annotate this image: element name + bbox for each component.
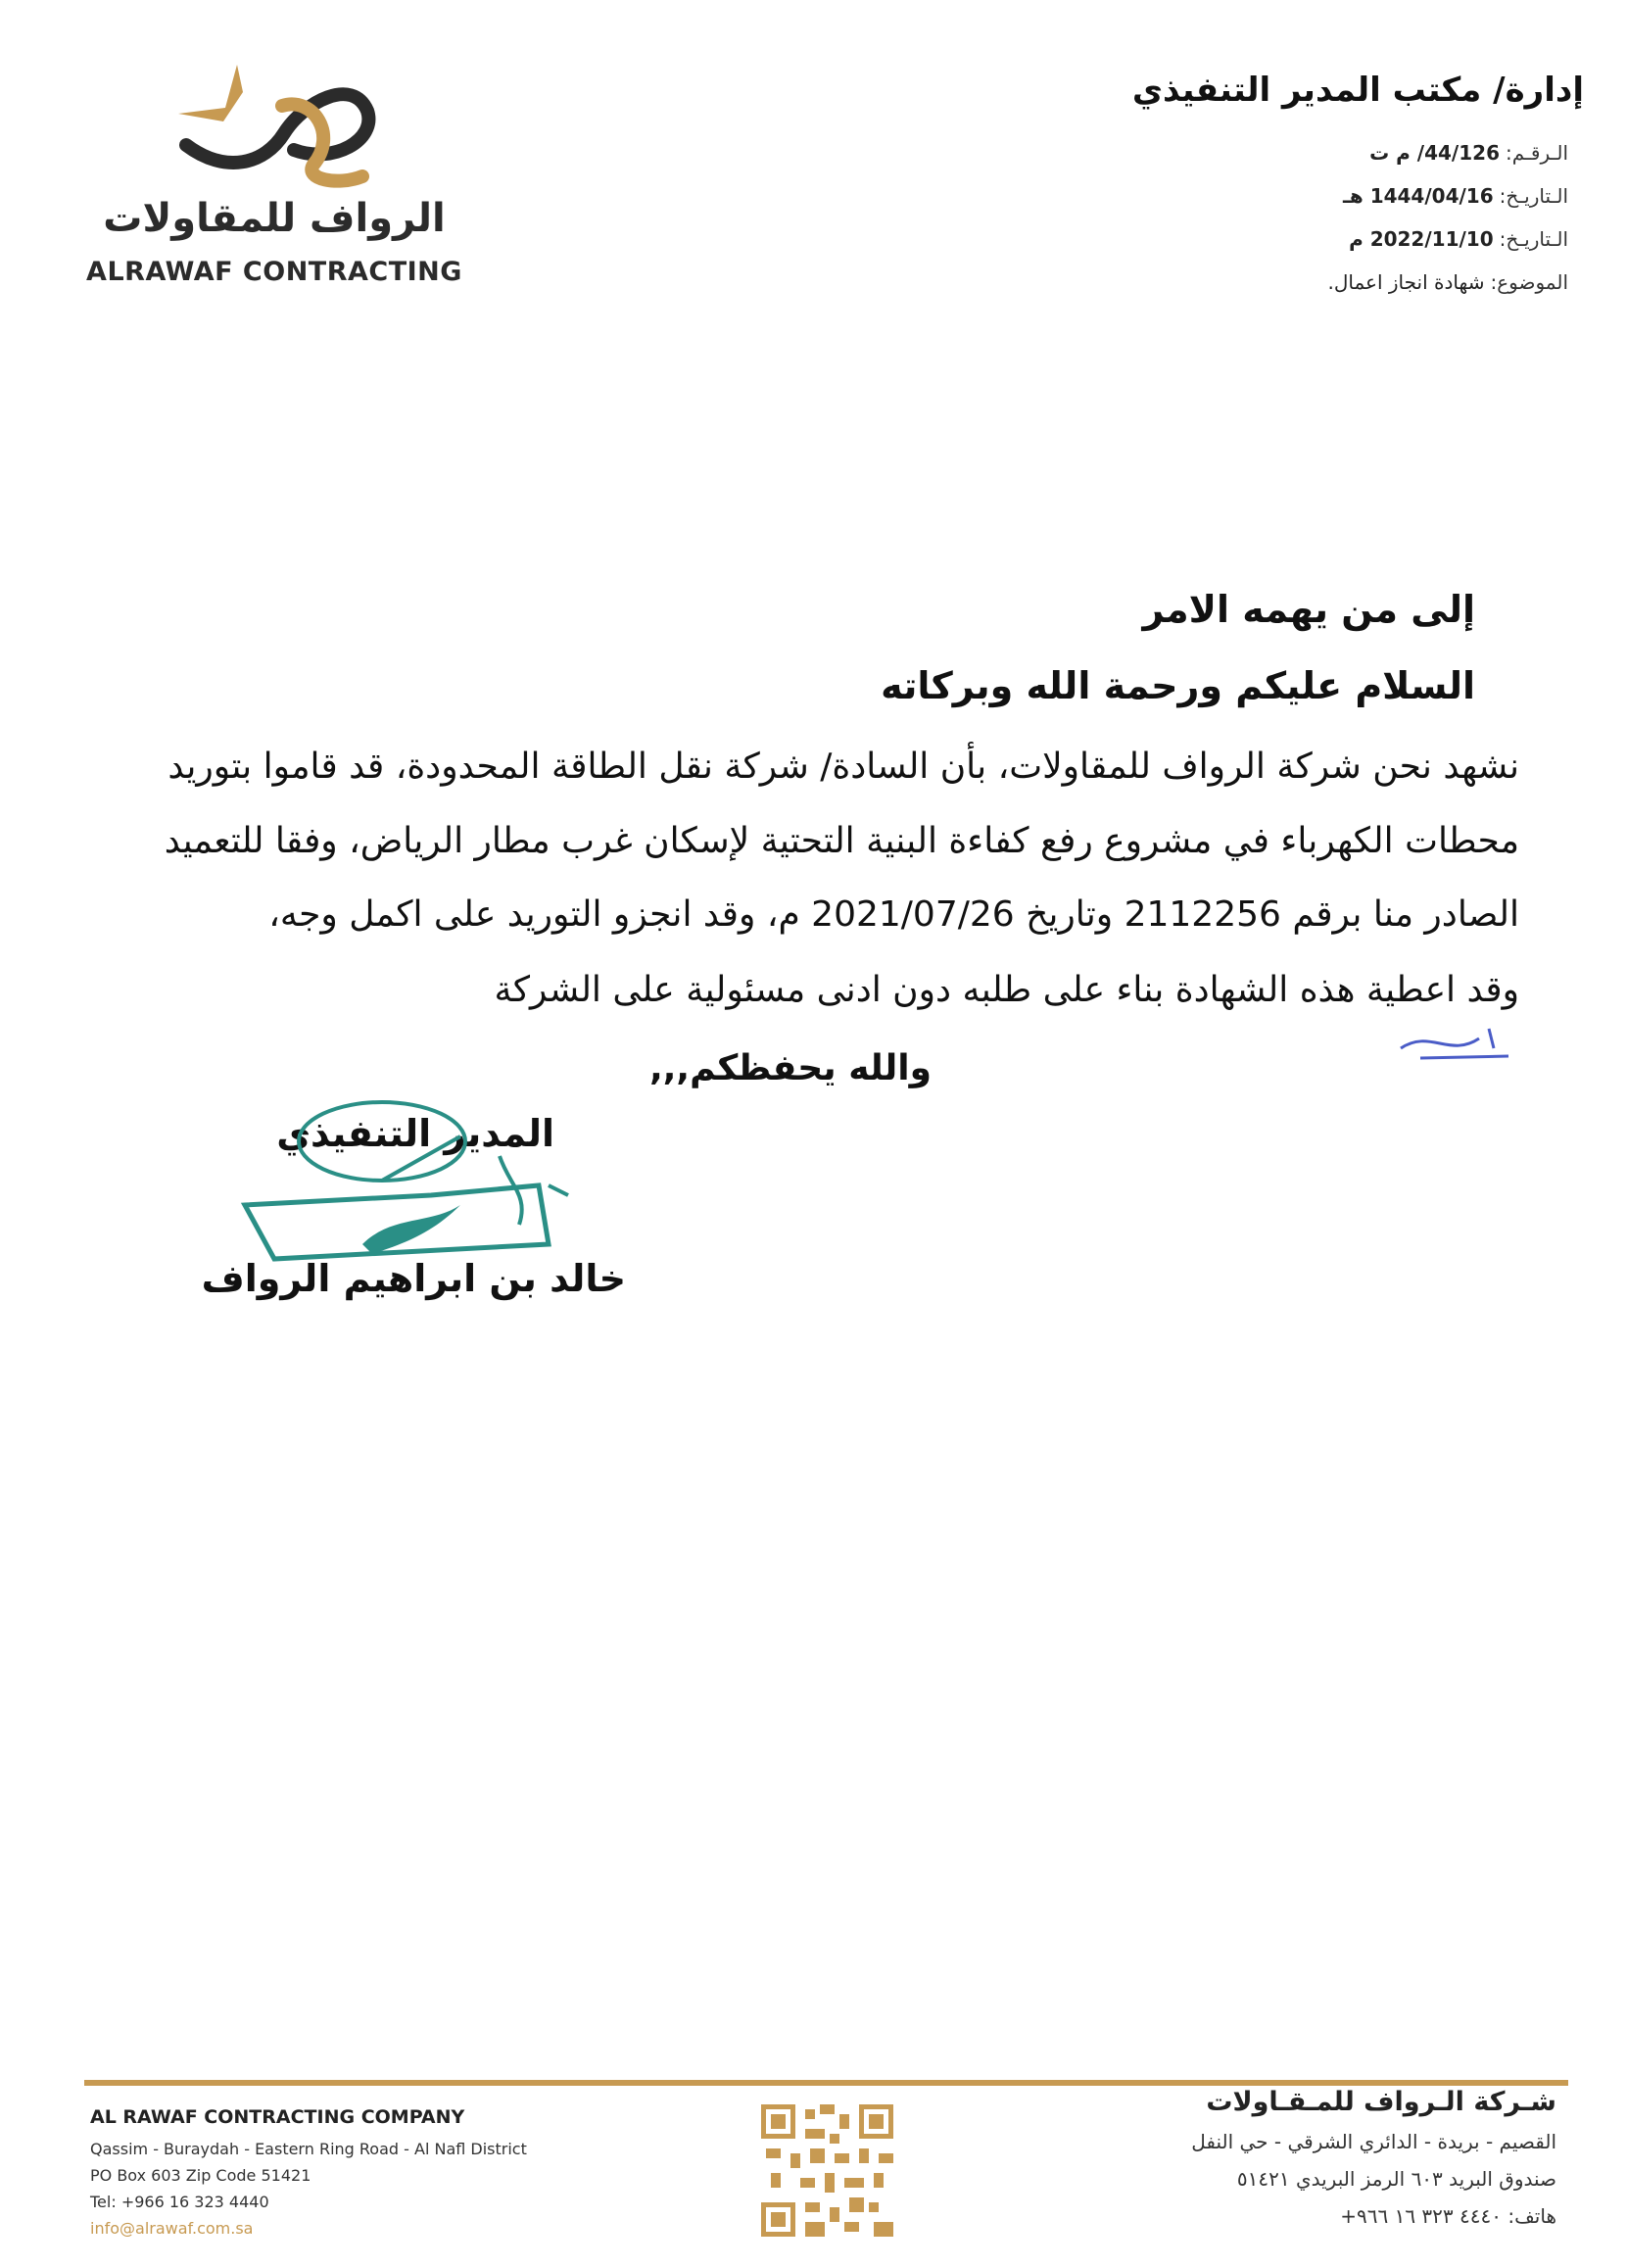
paragraph-line: الصادر منا برقم 2112256 وتاريخ 2021/07/26 م، وقد انجزو التوريد على اكمل وجه، [268, 894, 1519, 935]
footer-address-english: Qassim - Buraydah - Eastern Ring Road - Al Nafl District [90, 2140, 527, 2158]
footer-address-arabic: القصيم - بريدة - الدائري الشرقي - حي النفل [1191, 2130, 1556, 2153]
footer-phone-arabic: هاتف: ٤٤٤٠ ٣٢٣ ١٦ ٩٦٦+ [1340, 2204, 1556, 2228]
reference-number-row [1369, 141, 1568, 165]
reference-label: الـرقـم: [1505, 141, 1568, 165]
signatory-title: المدير التنفيذي [276, 1112, 554, 1155]
footer-divider [84, 2080, 1568, 2086]
subject-value: شهادة انجاز اعمال. [1327, 270, 1485, 294]
hijri-date-row [1343, 184, 1568, 208]
paragraph-line: وقد اعطية هذه الشهادة بناء على طلبه دون ادنى مسئولية على الشركة [494, 970, 1519, 1010]
department-line [1132, 71, 1584, 110]
signatory-name: خالد بن ابراهيم الرواف [201, 1257, 626, 1300]
gregorian-date-label: الـتاريـخ: [1499, 227, 1568, 251]
greeting: السلام عليكم ورحمة الله وبركاته [881, 664, 1475, 707]
footer-phone-english: Tel: +966 16 323 4440 [90, 2193, 269, 2211]
hijri-date-value: 1444/04/16 هـ [1343, 184, 1494, 208]
closing-line: والله يحفظكم,,, [649, 1048, 932, 1088]
subject-label: الموضوع: [1490, 270, 1568, 294]
footer-pobox-arabic: صندوق البريد ٦٠٣ الرمز البريدي ٥١٤٢١ [1236, 2167, 1556, 2191]
footer-contact-english [90, 2106, 599, 2242]
initials-mark [1391, 1019, 1528, 1068]
logo-name-english: ALRAWAF CONTRACTING [86, 257, 462, 287]
logo-name-arabic: الرواف للمقاولات [103, 196, 446, 241]
footer-contact-arabic [1047, 2087, 1556, 2235]
paragraph-line: نشهد نحن شركة الرواف للمقاولات، بأن السادة/ شركة نقل الطاقة المحدودة، قد قاموا بتوريد [167, 747, 1519, 787]
department-label: إدارة/ [1493, 71, 1584, 110]
company-logo-mark [167, 57, 382, 194]
hijri-date-label: الـتاريـخ: [1499, 184, 1568, 208]
footer-pobox-english: PO Box 603 Zip Code 51421 [90, 2166, 311, 2185]
gregorian-date-row [1349, 227, 1568, 251]
reference-value: 44/126/ م ت [1369, 141, 1500, 165]
footer-company-name-english: AL RAWAF CONTRACTING COMPANY [90, 2106, 465, 2128]
footer-email: info@alrawaf.com.sa [90, 2219, 254, 2238]
subject-row [1327, 270, 1568, 294]
qr-code-icon [761, 2104, 893, 2237]
salutation: إلى من يهمه الامر [1142, 588, 1475, 631]
footer-company-name-arabic: شـركة الـرواف للمـقـاولات [1206, 2087, 1556, 2117]
paragraph-line: محطات الكهرباء في مشروع رفع كفاءة البنية التحتية لإسكان غرب مطار الرياض، وفقا للتعميد [164, 821, 1519, 861]
department-value: مكتب المدير التنفيذي [1131, 71, 1482, 110]
gregorian-date-value: 2022/11/10 م [1349, 227, 1494, 251]
